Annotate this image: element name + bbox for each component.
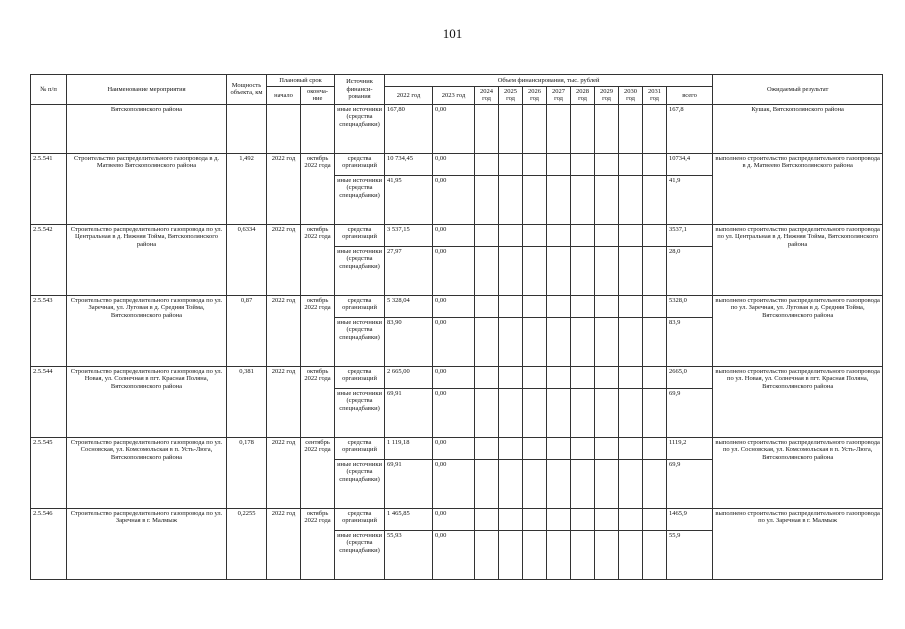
cell-org-2026 xyxy=(523,295,547,317)
cell-org-2026 xyxy=(523,224,547,246)
cell-org-2025 xyxy=(499,437,523,459)
table-row xyxy=(31,295,883,317)
cell-other-2030 xyxy=(619,246,643,295)
cell-other-2026 xyxy=(523,530,547,579)
cell-org-2029 xyxy=(595,437,619,459)
cell-org-2023: 0,00 xyxy=(433,295,475,317)
cell-org-2022: 3 537,15 xyxy=(385,224,433,246)
cell-capacity: 1,492 xyxy=(227,153,267,224)
cell-other-2024 xyxy=(475,246,499,295)
table-row xyxy=(31,366,883,388)
cell-org-2029 xyxy=(595,295,619,317)
cell-org-2027 xyxy=(547,366,571,388)
cell-capacity xyxy=(227,104,267,153)
cell-other-2022: 27,97 xyxy=(385,246,433,295)
cell-org-2024 xyxy=(475,153,499,175)
cell-capacity: 0,2255 xyxy=(227,508,267,579)
cell-other-total: 69,9 xyxy=(667,388,713,437)
cell-other-2029 xyxy=(595,459,619,508)
cell-other-2024 xyxy=(475,530,499,579)
cell-org-2022: 1 119,18 xyxy=(385,437,433,459)
cell-num: 2.5.542 xyxy=(31,224,67,295)
cell-other-2030 xyxy=(619,388,643,437)
cell-start: 2022 год xyxy=(267,437,301,508)
cell-other-2027 xyxy=(547,530,571,579)
cell-2027 xyxy=(547,104,571,153)
cell-source-org: средства организаций xyxy=(335,437,385,459)
cell-other-2031 xyxy=(643,317,667,366)
cell-name: Вятскополянского района xyxy=(67,104,227,153)
cell-org-2022: 10 734,45 xyxy=(385,153,433,175)
cell-other-2024 xyxy=(475,175,499,224)
header-2023: 2023 год xyxy=(433,87,475,105)
cell-other-2023: 0,00 xyxy=(433,388,475,437)
cell-org-2023: 0,00 xyxy=(433,224,475,246)
cell-capacity: 0,381 xyxy=(227,366,267,437)
cell-other-2028 xyxy=(571,459,595,508)
cell-capacity: 0,87 xyxy=(227,295,267,366)
cell-end: октябрь 2022 года xyxy=(301,366,335,437)
header-source: Источник финанси-рования xyxy=(335,75,385,105)
header-2024: 2024 год xyxy=(475,87,499,105)
cell-other-total: 55,9 xyxy=(667,530,713,579)
header-capacity: Мощность объекта, км xyxy=(227,75,267,105)
cell-org-2031 xyxy=(643,224,667,246)
cell-org-2026 xyxy=(523,153,547,175)
cell-result: Кушак, Вятскополянского района xyxy=(713,104,883,153)
cell-end: октябрь 2022 года xyxy=(301,224,335,295)
cell-org-2030 xyxy=(619,366,643,388)
cell-capacity: 0,178 xyxy=(227,437,267,508)
cell-other-2023: 0,00 xyxy=(433,317,475,366)
cell-2030 xyxy=(619,104,643,153)
cell-start: 2022 год xyxy=(267,153,301,224)
cell-org-2028 xyxy=(571,366,595,388)
header-2028: 2028 год xyxy=(571,87,595,105)
cell-other-2024 xyxy=(475,459,499,508)
cell-org-2024 xyxy=(475,437,499,459)
cell-other-2030 xyxy=(619,530,643,579)
header-num: № п/п xyxy=(31,75,67,105)
cell-org-2023: 0,00 xyxy=(433,437,475,459)
cell-other-2022: 55,93 xyxy=(385,530,433,579)
table-header xyxy=(31,75,883,105)
cell-org-2024 xyxy=(475,508,499,530)
cell-org-2031 xyxy=(643,437,667,459)
cell-other-2027 xyxy=(547,246,571,295)
header-term-end: оконча-ние xyxy=(301,87,335,105)
cell-result: выполнено строительство распределительного газопровода по ул. Заречная, ул. Луговая в д. Средняя Тойма, Вятскополянского района xyxy=(713,295,883,366)
table-row xyxy=(31,224,883,246)
cell-other-2025 xyxy=(499,246,523,295)
cell-other-2022: 69,91 xyxy=(385,459,433,508)
cell-source-other: иные источники (средства спецнадбавки) xyxy=(335,317,385,366)
cell-other-2031 xyxy=(643,530,667,579)
cell-other-2030 xyxy=(619,317,643,366)
cell-other-2029 xyxy=(595,530,619,579)
cell-name: Строительство распределительного газопровода по ул. Заречная в г. Малмыж xyxy=(67,508,227,579)
cell-org-2024 xyxy=(475,224,499,246)
cell-other-2029 xyxy=(595,388,619,437)
cell-other-2029 xyxy=(595,175,619,224)
cell-other-2026 xyxy=(523,459,547,508)
cell-other-2031 xyxy=(643,175,667,224)
header-2026: 2026 год xyxy=(523,87,547,105)
cell-other-2025 xyxy=(499,175,523,224)
cell-org-2027 xyxy=(547,153,571,175)
cell-end xyxy=(301,104,335,153)
cell-org-total: 3537,1 xyxy=(667,224,713,246)
cell-other-total: 28,0 xyxy=(667,246,713,295)
cell-org-total: 1119,2 xyxy=(667,437,713,459)
cell-source-org: средства организаций xyxy=(335,366,385,388)
cell-other-2024 xyxy=(475,388,499,437)
cell-capacity: 0,6334 xyxy=(227,224,267,295)
cell-other-2026 xyxy=(523,246,547,295)
cell-org-2027 xyxy=(547,224,571,246)
cell-2022: 167,80 xyxy=(385,104,433,153)
cell-org-2023: 0,00 xyxy=(433,153,475,175)
cell-2023: 0,00 xyxy=(433,104,475,153)
header-volume: Объем финансирования, тыс. рублей xyxy=(385,75,713,87)
cell-end: октябрь 2022 года xyxy=(301,295,335,366)
header-2031: 2031 год xyxy=(643,87,667,105)
cell-source-org: средства организаций xyxy=(335,153,385,175)
cell-source-org: средства организаций xyxy=(335,508,385,530)
cell-other-2024 xyxy=(475,317,499,366)
cell-other-2023: 0,00 xyxy=(433,175,475,224)
cell-org-2025 xyxy=(499,366,523,388)
table-row xyxy=(31,437,883,459)
cell-org-total: 5328,0 xyxy=(667,295,713,317)
cell-2029 xyxy=(595,104,619,153)
cell-org-2030 xyxy=(619,153,643,175)
cell-start: 2022 год xyxy=(267,508,301,579)
cell-source-other: иные источники (средства спецнадбавки) xyxy=(335,530,385,579)
cell-2025 xyxy=(499,104,523,153)
cell-name: Строительство распределительного газопровода по ул. Новая, ул. Солнечная в пгт. Красная Поляна, Вятскополянского района xyxy=(67,366,227,437)
cell-org-2031 xyxy=(643,153,667,175)
cell-org-total: 10734,4 xyxy=(667,153,713,175)
cell-result: выполнено строительство распределительного газопровода по ул. Новая, ул. Солнечная в пгт. Красная Поляна, Вятскополянского района xyxy=(713,366,883,437)
cell-name: Строительство распределительного газопровода по ул. Заречная, ул. Луговая в д. Средняя Тойма, Вятскополянского района xyxy=(67,295,227,366)
cell-other-2026 xyxy=(523,175,547,224)
cell-result: выполнено строительство распределительного газопровода в д. Матвеево Вятскополянского района xyxy=(713,153,883,224)
cell-org-2028 xyxy=(571,437,595,459)
cell-num: 2.5.543 xyxy=(31,295,67,366)
header-2030: 2030 год xyxy=(619,87,643,105)
header-total: всего xyxy=(667,87,713,105)
cell-other-2022: 83,90 xyxy=(385,317,433,366)
cell-other-2029 xyxy=(595,317,619,366)
cell-other-2027 xyxy=(547,388,571,437)
cell-org-2029 xyxy=(595,153,619,175)
cell-2024 xyxy=(475,104,499,153)
cell-org-2026 xyxy=(523,437,547,459)
cell-other-2023: 0,00 xyxy=(433,246,475,295)
cell-num: 2.5.546 xyxy=(31,508,67,579)
cell-other-total: 41,9 xyxy=(667,175,713,224)
cell-org-2030 xyxy=(619,295,643,317)
cell-org-2031 xyxy=(643,295,667,317)
cell-other-2022: 69,91 xyxy=(385,388,433,437)
cell-other-2031 xyxy=(643,246,667,295)
cell-start: 2022 год xyxy=(267,224,301,295)
cell-name: Строительство распределительного газопровода по ул. Сосновская, ул. Комсомольская в п. Усть-Люга, Вятскополянского района xyxy=(67,437,227,508)
cell-source-other: иные источники (средства спецнадбавки) xyxy=(335,246,385,295)
cell-other-2023: 0,00 xyxy=(433,459,475,508)
cell-end: октябрь 2022 года xyxy=(301,508,335,579)
cell-name: Строительство распределительного газопровода в д. Матвеево Вятскополянского района xyxy=(67,153,227,224)
table-row xyxy=(31,508,883,530)
cell-org-2025 xyxy=(499,295,523,317)
cell-org-total: 1465,9 xyxy=(667,508,713,530)
cell-2028 xyxy=(571,104,595,153)
cell-org-2029 xyxy=(595,224,619,246)
cell-other-total: 69,9 xyxy=(667,459,713,508)
cell-2026 xyxy=(523,104,547,153)
cell-org-2023: 0,00 xyxy=(433,366,475,388)
header-term-start: начало xyxy=(267,87,301,105)
cell-other-2031 xyxy=(643,459,667,508)
header-result: Ожидаемый результат xyxy=(713,75,883,105)
cell-start: 2022 год xyxy=(267,366,301,437)
table-row-continuation xyxy=(31,104,883,153)
cell-org-2028 xyxy=(571,295,595,317)
cell-org-2022: 1 465,85 xyxy=(385,508,433,530)
cell-other-2025 xyxy=(499,388,523,437)
cell-other-2025 xyxy=(499,317,523,366)
cell-org-2026 xyxy=(523,508,547,530)
cell-org-2031 xyxy=(643,508,667,530)
cell-num: 2.5.545 xyxy=(31,437,67,508)
cell-org-2028 xyxy=(571,153,595,175)
cell-num: 2.5.541 xyxy=(31,153,67,224)
cell-other-2027 xyxy=(547,459,571,508)
cell-other-2028 xyxy=(571,388,595,437)
cell-org-2025 xyxy=(499,224,523,246)
cell-org-2023: 0,00 xyxy=(433,508,475,530)
table-row xyxy=(31,153,883,175)
cell-org-2028 xyxy=(571,508,595,530)
cell-other-2028 xyxy=(571,530,595,579)
header-2029: 2029 год xyxy=(595,87,619,105)
cell-source: иные источники (средства спецнадбавки) xyxy=(335,104,385,153)
cell-other-2022: 41,95 xyxy=(385,175,433,224)
cell-source-other: иные источники (средства спецнадбавки) xyxy=(335,175,385,224)
cell-num xyxy=(31,104,67,153)
header-name: Наименование мероприятия xyxy=(67,75,227,105)
cell-org-2022: 5 328,04 xyxy=(385,295,433,317)
cell-org-2031 xyxy=(643,366,667,388)
cell-org-2028 xyxy=(571,224,595,246)
cell-other-2031 xyxy=(643,388,667,437)
cell-total: 167,8 xyxy=(667,104,713,153)
cell-other-2029 xyxy=(595,246,619,295)
header-2027: 2027 год xyxy=(547,87,571,105)
cell-other-2026 xyxy=(523,317,547,366)
cell-org-2026 xyxy=(523,366,547,388)
cell-org-2025 xyxy=(499,153,523,175)
cell-other-total: 83,9 xyxy=(667,317,713,366)
cell-other-2025 xyxy=(499,530,523,579)
cell-org-2030 xyxy=(619,508,643,530)
cell-other-2030 xyxy=(619,459,643,508)
cell-source-other: иные источники (средства спецнадбавки) xyxy=(335,459,385,508)
cell-org-2022: 2 665,00 xyxy=(385,366,433,388)
cell-org-2027 xyxy=(547,508,571,530)
cell-other-2026 xyxy=(523,388,547,437)
cell-org-2024 xyxy=(475,366,499,388)
cell-other-2027 xyxy=(547,175,571,224)
cell-other-2028 xyxy=(571,246,595,295)
page-number: 101 xyxy=(442,26,463,41)
cell-result: выполнено строительство распределительного газопровода по ул. Сосновская, ул. Комсомольская в п. Усть-Люга, Вятскополянского района xyxy=(713,437,883,508)
cell-other-2028 xyxy=(571,175,595,224)
header-term: Плановый срок xyxy=(267,75,335,87)
cell-other-2028 xyxy=(571,317,595,366)
cell-other-2030 xyxy=(619,175,643,224)
cell-org-2027 xyxy=(547,295,571,317)
cell-org-2029 xyxy=(595,508,619,530)
cell-org-total: 2665,0 xyxy=(667,366,713,388)
cell-org-2030 xyxy=(619,224,643,246)
cell-2031 xyxy=(643,104,667,153)
cell-end: октябрь 2022 года xyxy=(301,153,335,224)
cell-org-2024 xyxy=(475,295,499,317)
cell-result: выполнено строительство распределительного газопровода по ул. Заречная в г. Малмыж xyxy=(713,508,883,579)
cell-org-2027 xyxy=(547,437,571,459)
cell-other-2027 xyxy=(547,317,571,366)
cell-end: сентябрь 2022 года xyxy=(301,437,335,508)
cell-source-org: средства организаций xyxy=(335,295,385,317)
cell-start xyxy=(267,104,301,153)
cell-result: выполнено строительство распределительного газопровода по ул. Центральная в д. Нижняя Тойма, Вятскополянского района xyxy=(713,224,883,295)
financing-table xyxy=(30,74,883,580)
cell-org-2025 xyxy=(499,508,523,530)
cell-start: 2022 год xyxy=(267,295,301,366)
cell-num: 2.5.544 xyxy=(31,366,67,437)
cell-source-other: иные источники (средства спецнадбавки) xyxy=(335,388,385,437)
header-2025: 2025 год xyxy=(499,87,523,105)
table-body xyxy=(31,104,883,579)
cell-org-2030 xyxy=(619,437,643,459)
cell-other-2025 xyxy=(499,459,523,508)
cell-name: Строительство распределительного газопровода по ул. Центральная в д. Нижняя Тойма, Вятскополянского района xyxy=(67,224,227,295)
header-2022: 2022 год xyxy=(385,87,433,105)
cell-org-2029 xyxy=(595,366,619,388)
cell-source-org: средства организаций xyxy=(335,224,385,246)
cell-other-2023: 0,00 xyxy=(433,530,475,579)
